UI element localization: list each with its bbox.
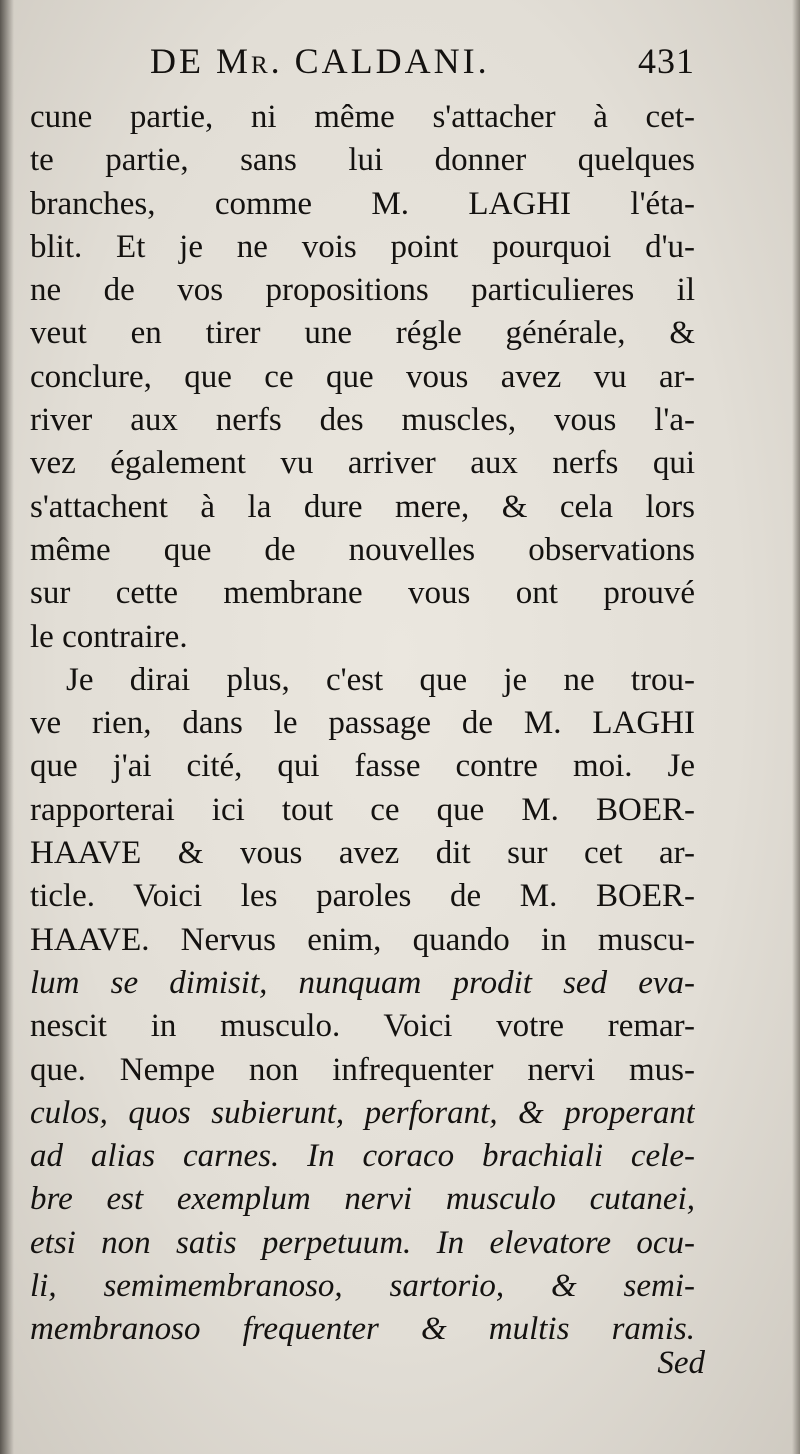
text-line: river aux nerfs des muscles, vous l'a-	[30, 402, 695, 439]
running-head: DE Mr. CALDANI.	[150, 41, 490, 81]
body-text	[30, 96, 695, 1352]
text-line: cune partie, ni même s'attacher à cet-	[30, 99, 695, 135]
page-edge-shadow-right	[792, 0, 800, 1454]
text-line: membranoso frequenter & multis ramis.	[30, 1311, 695, 1348]
text-line: que j'ai cité, qui fasse contre moi. Je	[30, 748, 695, 785]
text-line: li, semimembranoso, sartorio, & semi-	[30, 1268, 695, 1305]
text-line: rapporterai ici tout ce que M. BOER-	[30, 791, 695, 828]
text-line: HAAVE. Nervus enim, quando in muscu-	[30, 921, 695, 958]
text-line: sur cette membrane vous ont prouvé	[30, 575, 695, 612]
page-number: 431	[638, 41, 695, 81]
text-line: conclure, que ce que vous avez vu ar-	[30, 358, 695, 395]
text-line: ve rien, dans le passage de M. LAGHI	[30, 705, 695, 742]
text-line: que. Nempe non infrequenter nervi mus-	[30, 1051, 695, 1088]
text-line: le contraire.	[30, 618, 188, 655]
page-header	[150, 40, 695, 90]
text-line: ne de vos propositions particulieres il	[30, 272, 695, 309]
text-line: etsi non satis perpetuum. In elevatore ocu-	[30, 1224, 695, 1261]
text-line: Je dirai plus, c'est que je ne trou-	[66, 661, 695, 698]
text-line: te partie, sans lui donner quelques	[30, 142, 695, 179]
text-line: HAAVE & vous avez dit sur cet ar-	[30, 835, 695, 872]
text-line: ad alias carnes. In coraco brachiali cele-	[30, 1138, 695, 1175]
text-line: s'attachent à la dure mere, & cela lors	[30, 488, 695, 525]
text-line: veut en tirer une régle générale, &	[30, 315, 695, 352]
text-line: bre est exemplum nervi musculo cutanei,	[30, 1181, 695, 1218]
text-line: ticle. Voici les paroles de M. BOER-	[30, 878, 695, 915]
text-line: nescit in musculo. Voici votre remar-	[30, 1008, 695, 1045]
text-line: vez également vu arriver aux nerfs qui	[30, 445, 695, 482]
text-line: blit. Et je ne vois point pourquoi d'u-	[30, 228, 695, 265]
text-line: branches, comme M. LAGHI l'éta-	[30, 185, 695, 222]
text-line: lum se dimisit, nunquam prodit sed eva-	[30, 964, 695, 1001]
text-line: même que de nouvelles observations	[30, 531, 695, 568]
catchword: Sed	[657, 1345, 705, 1381]
text-line: culos, quos subierunt, perforant, & properant	[30, 1094, 695, 1131]
page-edge-shadow-left	[0, 0, 14, 1454]
